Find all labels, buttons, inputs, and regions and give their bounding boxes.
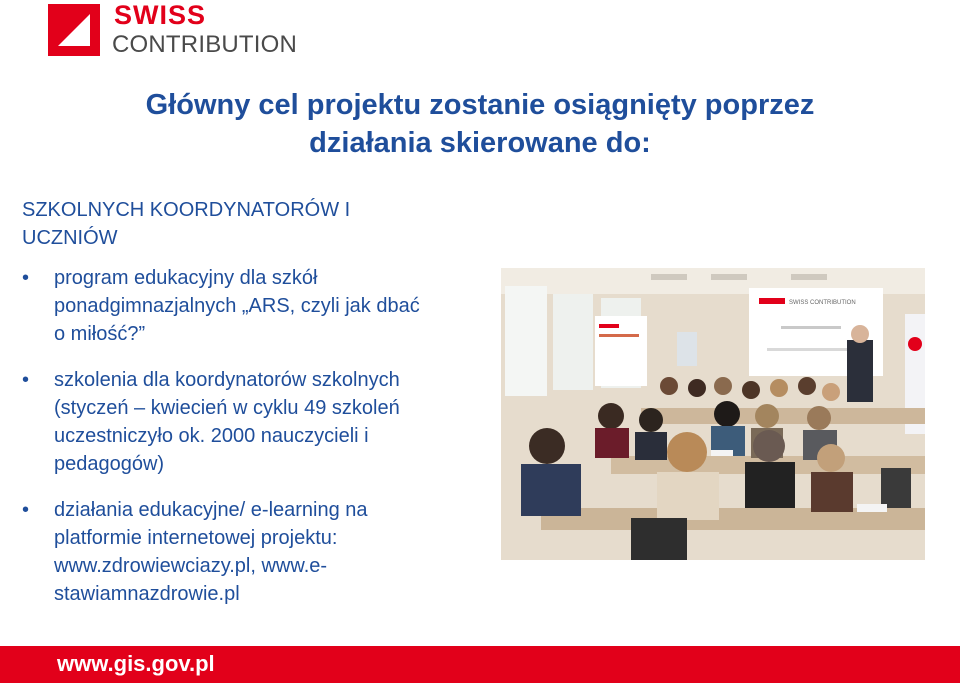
footer-url-link[interactable]: www.gis.gov.pl — [57, 651, 215, 676]
logo-brand-bottom: CONTRIBUTION — [112, 31, 298, 58]
bullet-line[interactable]: stawiamnazdrowie.pl — [54, 583, 240, 605]
training-photo — [501, 268, 925, 560]
bullet-line: szkolenia dla koordynatorów szkolnych — [54, 369, 400, 391]
swiss-cross-icon — [48, 4, 100, 56]
logo-brand-top: SWISS — [114, 0, 207, 30]
bullet-line: działania edukacyjne/ e-learning na — [54, 499, 368, 521]
page-title-line2: działania skierowane do: — [309, 127, 651, 159]
footer-bar — [0, 646, 960, 683]
bullet-line: (styczeń – kwiecień w cyklu 49 szkoleń — [54, 397, 400, 419]
bullet-line: platformie internetowej projektu: — [54, 527, 338, 549]
section-heading-line1: SZKOLNYCH KOORDYNATORÓW I — [22, 199, 351, 221]
bullet-line[interactable]: www.zdrowiewciazy.pl, www.e- — [54, 555, 328, 577]
training-photo-illustration — [501, 268, 925, 560]
section-heading — [22, 196, 442, 252]
bullet-line: o miłość?” — [54, 323, 146, 345]
bullet-line: program edukacyjny dla szkół — [54, 267, 318, 289]
page-title-line1: Główny cel projektu zostanie osiągnięty poprzez — [145, 89, 815, 121]
page-title — [60, 86, 900, 162]
bullet-line: uczestniczyło ok. 2000 nauczycieli i — [54, 425, 369, 447]
bullet-list — [22, 264, 502, 626]
bullet-dot-icon: • — [22, 369, 30, 391]
section-heading-line2: UCZNIÓW — [22, 227, 118, 249]
bullet-line: ponadgimnazjalnych „ARS, czyli jak dbać — [54, 295, 420, 317]
bullet-item-program — [22, 264, 502, 348]
bullet-dot-icon: • — [22, 499, 30, 521]
screen-brand-text: SWISS CONTRIBUTION — [789, 300, 856, 306]
bullet-item-elearning — [22, 496, 502, 608]
bullet-line: pedagogów) — [54, 453, 165, 475]
bullet-item-trainings — [22, 366, 502, 478]
bullet-dot-icon: • — [22, 267, 30, 289]
swiss-contribution-logo — [48, 0, 308, 58]
